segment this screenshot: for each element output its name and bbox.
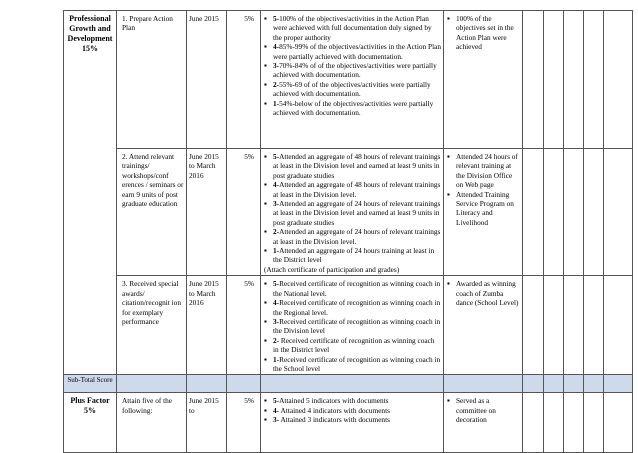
indicator-item: ▪ 4-Attended an aggregate of 48 hours of relevant trainings at least in the Division level. — [263, 180, 441, 199]
subtotal-label: Sub-Total Score — [64, 375, 117, 393]
accomplishment-item: ▪ 100% of the objectives set in the Action Plan were achieved — [446, 14, 520, 52]
subtotal-cell — [544, 375, 564, 393]
subtotal-cell — [117, 375, 187, 393]
accomplishment-item: ▪ Attended Training Service Program on Literacy and Livelihood — [446, 190, 520, 228]
indicator-item: ▪ 4-Received certificate of recognition as winning coach in the Regional level. — [263, 298, 441, 317]
accomplishment-item: ▪ Awarded as winning coach of Zumba dance (School Level) — [446, 279, 520, 307]
rating-cell — [584, 11, 604, 149]
timeline-cell: June 2015 to March 2016 — [187, 149, 227, 276]
accomplishment-item: ▪ Served as a committee on decoration — [446, 396, 520, 424]
rating-cell — [523, 276, 544, 375]
subtotal-cell — [523, 375, 544, 393]
rating-cell — [584, 276, 604, 375]
indicator-item: ▪ 5-Attended an aggregate of 48 hours of relevant trainings at least in the Division level and earned at least 9 units in post graduate studies — [263, 152, 441, 180]
subtotal-cell — [604, 375, 633, 393]
accomplishment-cell — [444, 11, 523, 149]
score-cell — [604, 276, 633, 375]
subtotal-cell — [444, 375, 523, 393]
objective-cell: Attain five of the following: — [117, 393, 187, 453]
accomplishment-cell — [444, 276, 523, 375]
rating-cell — [544, 11, 564, 149]
score-cell — [604, 11, 633, 149]
indicator-item: ▪ 1-Attended an aggregate of 24 hours training at least in the District level — [263, 246, 441, 265]
timeline-cell: June 2015 — [187, 11, 227, 149]
subtotal-row — [64, 375, 633, 393]
indicator-item: ▪ 1-Received certificate of recognition as winning coach in the School level — [263, 355, 441, 374]
table-row — [64, 393, 633, 453]
objective-cell: 1. Prepare Action Plan — [117, 11, 187, 149]
factor-weight: 5% — [84, 406, 96, 416]
weight-cell: 5% — [227, 393, 261, 453]
subtotal-cell — [584, 375, 604, 393]
factor-cell — [64, 11, 117, 375]
rating-cell — [544, 276, 564, 375]
factor-weight: 15% — [82, 44, 98, 53]
accomplishment-item: ▪ Attended 24 hours of relevant training at the Division Office on Web page — [446, 152, 520, 190]
ipcrf-table — [63, 10, 633, 453]
accomplishment-cell — [444, 393, 523, 453]
indicator-item: ▪ 1-54%-below of the objectives/activities were partially achieved with documentation. — [263, 99, 441, 118]
factor-name: Professional Growth and Development — [67, 14, 113, 43]
rating-cell — [523, 149, 544, 276]
objective-cell: 3. Received special awards/ citation/recognit ion for exemplary performance — [117, 276, 187, 375]
table-row — [64, 276, 633, 375]
weight-cell: 5% — [227, 11, 261, 149]
indicator-item: ▪ 5-Received certificate of recognition as winning coach in the National level. — [263, 279, 441, 298]
rating-cell — [544, 393, 564, 453]
indicator-item: ▪ 5-100% of the objectives/activities in the Action Plan were achieved with full documentation duly signed by the proper authority — [263, 14, 441, 42]
timeline-cell: June 2015 to March 2016 — [187, 276, 227, 375]
subtotal-cell — [261, 375, 444, 393]
indicator-item: ▪ 4-85%-99% of the objectives/activities in the Action Plan were partially achieved with documentation. — [263, 42, 441, 61]
indicator-item: ▪ 3- Attained 3 indicators with documents — [263, 415, 441, 424]
rating-cell — [584, 393, 604, 453]
rating-cell — [564, 149, 584, 276]
plus-factor-cell — [64, 393, 117, 453]
rating-cell — [564, 11, 584, 149]
indicators-cell — [261, 276, 444, 375]
indicator-item: ▪ 4- Attained 4 indicators with documents — [263, 406, 441, 415]
rating-cell — [564, 393, 584, 453]
indicators-cell — [261, 393, 444, 453]
subtotal-cell — [187, 375, 227, 393]
rating-cell — [564, 276, 584, 375]
rating-cell — [584, 149, 604, 276]
weight-cell: 5% — [227, 149, 261, 276]
indicator-item: ▪ 3-Attended an aggregate of 24 hours of relevant trainings at least in the Division level and earned at least 9 units in post graduate studies — [263, 199, 441, 227]
table-row — [64, 11, 633, 149]
indicator-item: ▪ 2-55%-69 of of the objectives/activities were partially achieved with documentation. — [263, 80, 441, 99]
indicators-cell — [261, 11, 444, 149]
indicator-item: ▪ 2- Received certificate of recognition as winning coach in the District level — [263, 336, 441, 355]
timeline-cell: June 2015 to — [187, 393, 227, 453]
indicator-item: ▪ 5-Attained 5 indicators with documents — [263, 396, 441, 405]
rating-cell — [523, 11, 544, 149]
accomplishment-cell — [444, 149, 523, 276]
attachment-note: (Attach certificate of participation and grades) — [264, 264, 400, 274]
indicators-cell — [261, 149, 444, 276]
indicator-item: ▪ 2-Attended an aggregate of 24 hours of relevant trainings at least in the Division level. — [263, 227, 441, 246]
rating-cell — [544, 149, 564, 276]
subtotal-cell — [227, 375, 261, 393]
score-cell — [604, 393, 633, 453]
objective-cell: 2. Attend relevant trainings/ workshops/conf erences / seminars or earn 9 units of post graduate education — [117, 149, 187, 276]
rating-cell — [523, 393, 544, 453]
indicator-item: ▪ 3-70%-84% of of the objectives/activities were partially achieved with documentation. — [263, 61, 441, 80]
score-cell — [604, 149, 633, 276]
subtotal-cell — [564, 375, 584, 393]
factor-name: Plus Factor — [70, 396, 110, 406]
weight-cell: 5% — [227, 276, 261, 375]
indicator-item: ▪ 3-Received certificate of recognition as winning coach in the Division level — [263, 317, 441, 336]
table-row — [64, 149, 633, 276]
